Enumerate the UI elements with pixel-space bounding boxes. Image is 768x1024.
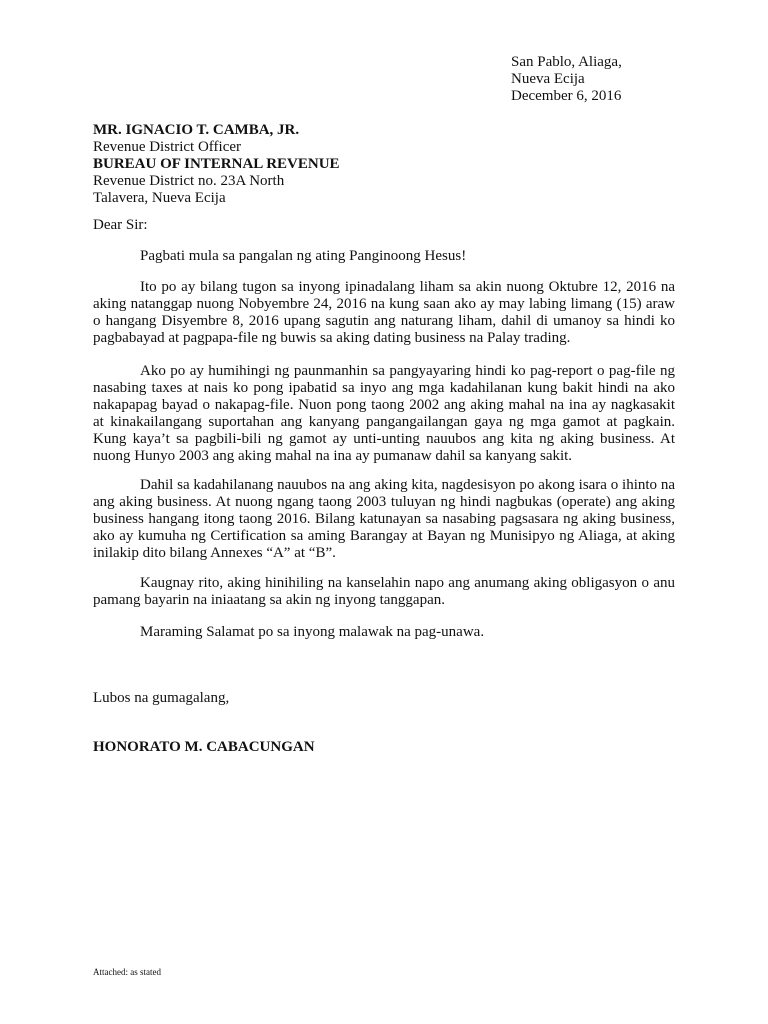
complimentary-closing: Lubos na gumagalang,	[93, 690, 230, 706]
signatory-name: HONORATO M. CABACUNGAN	[93, 739, 315, 755]
sender-address-line: Nueva Ecija	[511, 71, 585, 87]
body-paragraph-thanks: Maraming Salamat po sa inyong malawak na pag-unawa.	[140, 624, 485, 640]
recipient-name: MR. IGNACIO T. CAMBA, JR.	[93, 122, 300, 138]
sender-address-line: San Pablo, Aliaga,	[511, 54, 622, 70]
recipient-position: Revenue District Officer	[93, 139, 242, 155]
recipient-office: BUREAU OF INTERNAL REVENUE	[93, 156, 340, 172]
recipient-location: Talavera, Nueva Ecija	[93, 190, 226, 206]
attachment-note: Attached: as stated	[93, 967, 161, 977]
recipient-block	[93, 122, 340, 207]
letter-date: December 6, 2016	[511, 88, 622, 104]
body-paragraph-response: Ito po ay bilang tugon sa inyong ipinadalang liham sa akin nuong Oktubre 12, 2016 na aking natanggap nuong Nobyembre 24, 2016 na kung saan ako ay may labing limang (15) araw o hangang Disyembre 8, 2016 upang sagutin ang naturang liham, dahil di umanoy sa hindi ko pagbabayad at pagpapa-file ng buwis sa aking dating business na Palay trading.	[93, 279, 675, 346]
salutation: Dear Sir:	[93, 217, 148, 233]
sender-address	[511, 54, 622, 105]
body-paragraph-request: Kaugnay rito, aking hinihiling na kanselahin napo ang anumang aking obligasyon o anu pamang bayarin na iniaatang sa akin ng inyong tanggapan.	[93, 575, 675, 608]
recipient-district: Revenue District no. 23A North	[93, 173, 285, 189]
greeting-paragraph: Pagbati mula sa pangalan ng ating Panginoong Hesus!	[140, 248, 467, 264]
body-paragraph-apology: Ako po ay humihingi ng paunmanhin sa pangyayaring hindi ko pag-report o pag-file ng nasabing taxes at nais ko pong ipabatid sa inyo ang mga kadahilanan kung bakit hindi na ako nakapapag bayad o nakapag-file. Nuon pong taong 2002 ang aking mahal na ina ay nagkasakit at kinakailangang suportahan ang kanyang pangangailangan gaya ng mga gamot at pagkain. Kung kaya’t sa pagbili-bili ng gamot ay unti-unting nauubos ang kita ng aking business. At nuong Hunyo 2003 ang aking mahal na ina ay pumanaw dahil sa kanyang sakit.	[93, 363, 675, 464]
body-paragraph-closure: Dahil sa kadahilanang nauubos na ang aking kita, nagdesisyon po akong isara o ihinto na ang aking business. At nuong ngang taong 2003 tuluyan ng hindi nagbukas (operate) ang aking business hangang itong taong 2016. Bilang katunayan sa nasabing pagsasara ng aking business, ako ay kumuha ng Certification sa aming Barangay at Bayan ng Munisipyo ng Aliaga, at aking inilakip dito bilang Annexes “A” at “B”.	[93, 477, 675, 561]
